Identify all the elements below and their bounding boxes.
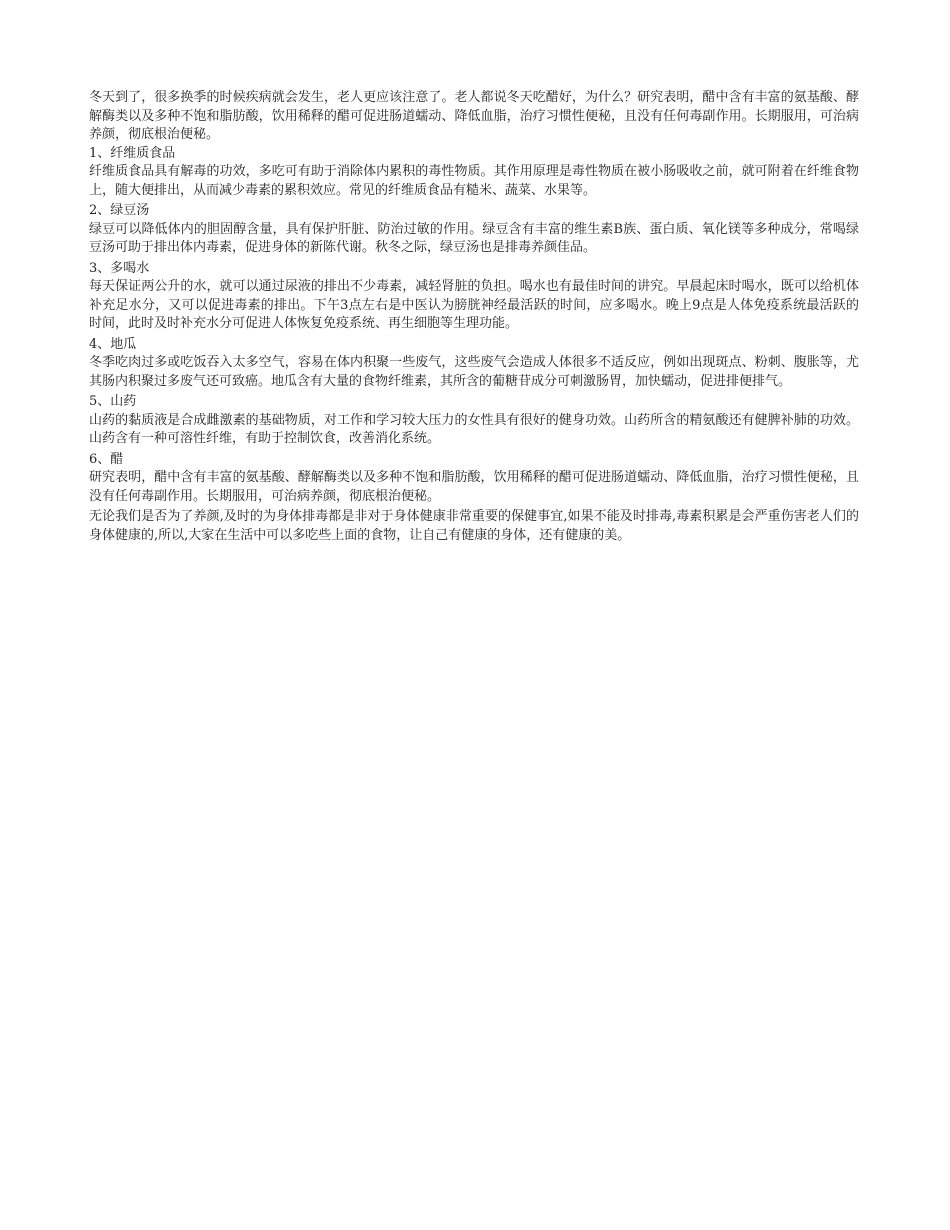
section-body-vinegar: 研究表明，醋中含有丰富的氨基酸、酵解酶类以及多种不饱和脂肪酸，饮用稀释的醋可促进肠道蠕动、降低血脂，治疗习惯性便秘，且没有任何毒副作用。长期服用，可治病养颜，彻底根治便秘。 <box>89 470 859 504</box>
section-body-yam: 山药的黏质液是合成雌激素的基础物质，对工作和学习较大压力的女性具有很好的健身功效。山药所含的精氨酸还有健脾补肺的功效。山药含有一种可溶性纤维，有助于控制饮食，改善消化系统。 <box>89 412 859 446</box>
section-heading-drink-water: 3、多喝水 <box>89 260 150 276</box>
section-body-sweet-potato: 冬季吃肉过多或吃饭吞入太多空气，容易在体内积聚一些废气，这些废气会造成人体很多不适反应，例如出现斑点、粉刺、腹胀等，尤其肠内积聚过多废气还可致癌。地瓜含有大量的食物纤维素，其所含的葡糖苷成分可刺激肠胃，加快蠕动，促进排便排气。 <box>89 355 859 389</box>
section-heading-vinegar: 6、醋 <box>89 451 124 467</box>
section-heading-sweet-potato: 4、地瓜 <box>89 336 137 352</box>
section-body-mung-bean-soup: 绿豆可以降低体内的胆固醇含量，具有保护肝脏、防治过敏的作用。绿豆含有丰富的维生素B族、蛋白质、氧化镁等多种成分，常喝绿豆汤可助于排出体内毒素，促进身体的新陈代谢。秋冬之际，绿豆汤也是排毒养颜佳品。 <box>89 221 859 255</box>
section-heading-fiber: 1、纤维质食品 <box>89 145 176 161</box>
document-page <box>89 89 859 547</box>
section-heading-yam: 5、山药 <box>89 394 137 409</box>
section-heading-mung-bean-soup: 2、绿豆汤 <box>89 203 150 218</box>
section-body-drink-water: 每天保证两公升的水，就可以通过尿液的排出不少毒素，减轻肾脏的负担。喝水也有最佳时间的讲究。早晨起床时喝水，既可以给机体补充足水分，又可以促进毒素的排出。下午3点左右是中医认为膀胱神经最活跃的时间，应多喝水。晚上9点是人体免疫系统最活跃的时间，此时及时补充水分可促进人体恢复免疫系统、再生细胞等生理功能。 <box>89 279 859 331</box>
section-body-fiber: 纤维质食品具有解毒的功效，多吃可有助于消除体内累积的毒性物质。其作用原理是毒性物质在被小肠吸收之前，就可附着在纤维食物上，随大便排出，从而减少毒素的累积效应。常见的纤维质食品有糙米、蔬菜、水果等。 <box>89 164 859 198</box>
intro-paragraph: 冬天到了，很多换季的时候疾病就会发生，老人更应该注意了。老人都说冬天吃醋好，为什么？研究表明，醋中含有丰富的氨基酸、酵解酶类以及多种不饱和脂肪酸，饮用稀释的醋可促进肠道蠕动、降低血脂，治疗习惯性便秘，且没有任何毒副作用。长期服用，可治病养颜，彻底根治便秘。 <box>89 90 859 142</box>
conclusion-paragraph: 无论我们是否为了养颜,及时的为身体排毒都是非对于身体健康非常重要的保健事宜,如果不能及时排毒,毒素积累是会严重伤害老人们的身体健康的,所以,大家在生活中可以多吃些上面的食物，让自己有健康的身体，还有健康的美。 <box>89 509 859 543</box>
